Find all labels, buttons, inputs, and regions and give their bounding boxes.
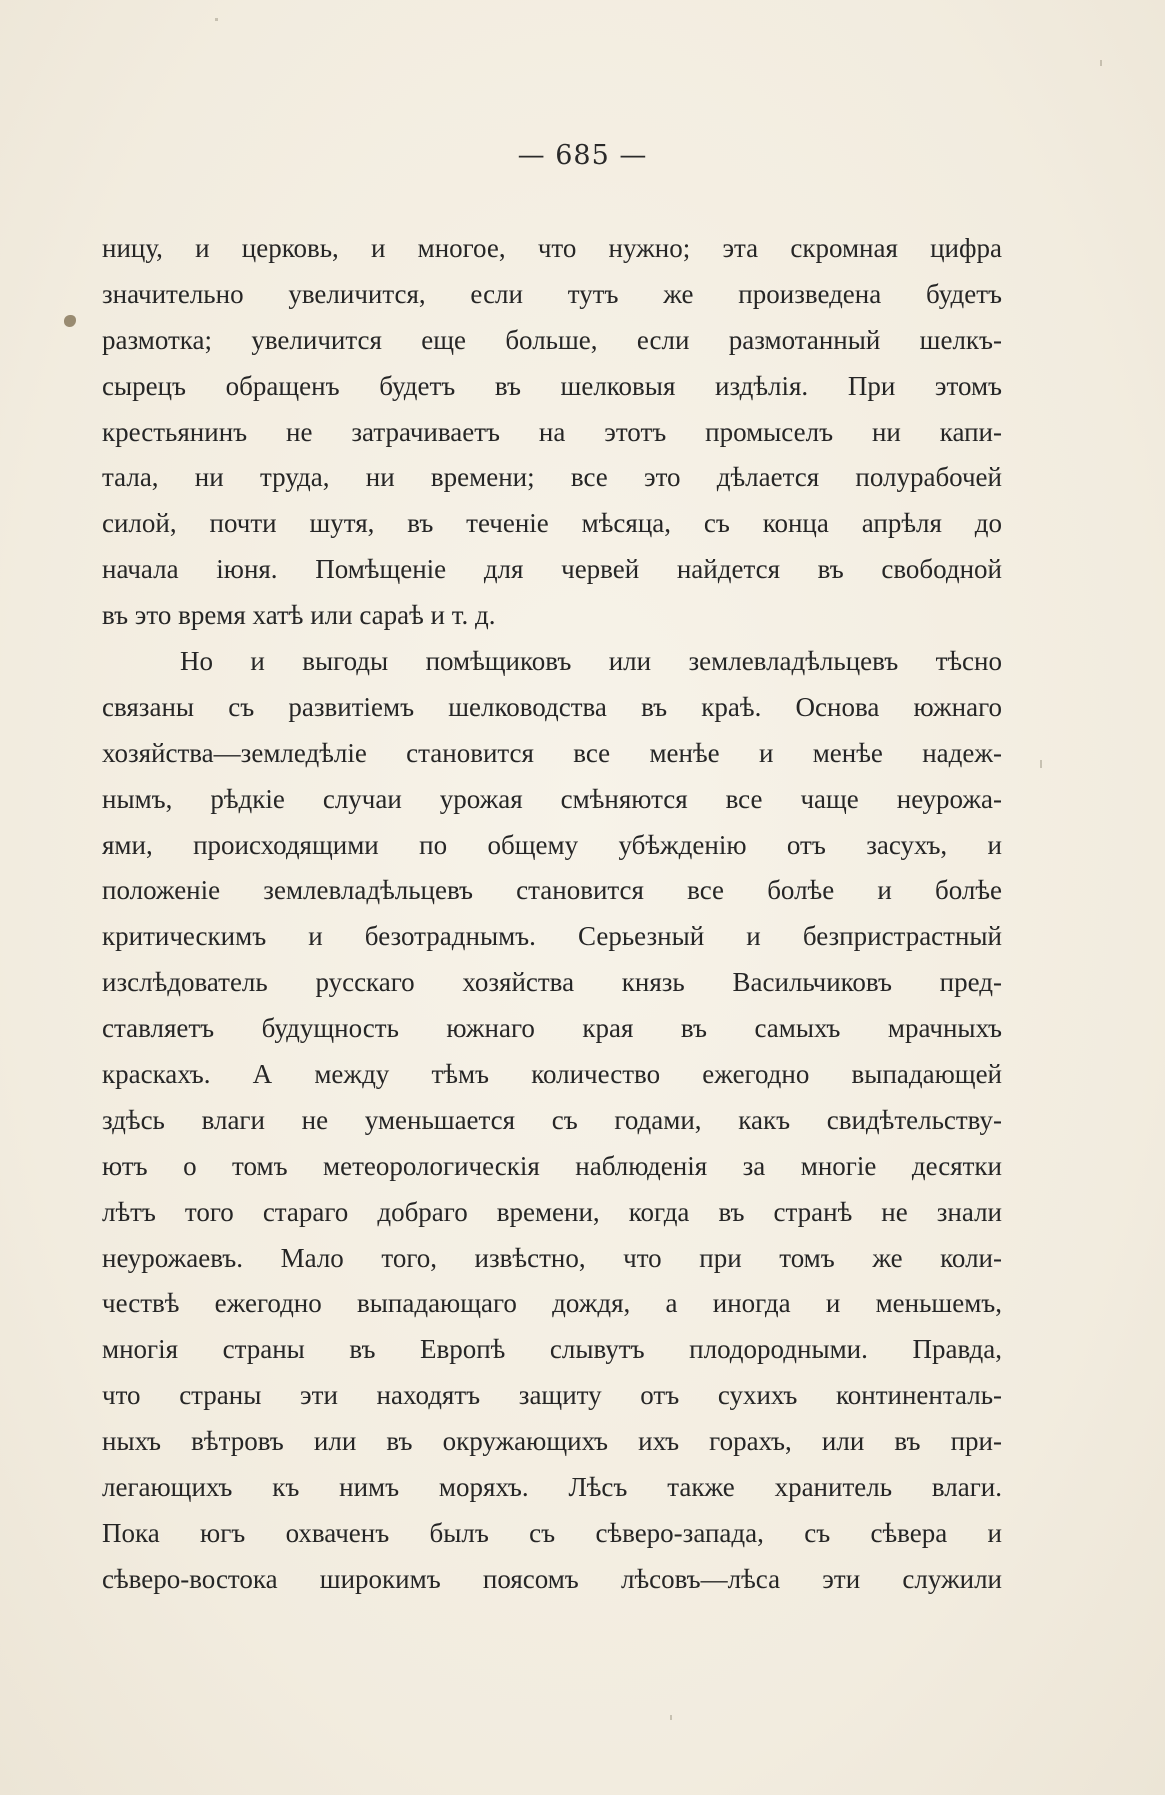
text-line: сѣверо-востока широкимъ поясомъ лѣсовъ—лѣса эти служили [102,1563,1002,1594]
text-line: многія страны въ Европѣ слывутъ плодородными. Правда, [102,1334,1002,1365]
text-line: сырецъ обращенъ будетъ въ шелковыя издѣлія. При этомъ [102,370,1002,401]
text-line: силой, почти шутя, въ теченіе мѣсяца, съ конца апрѣля до [102,508,1002,539]
text-line: ями, происходящими по общему убѣжденію отъ засухъ, и [102,829,1002,860]
text-line: связаны съ развитіемъ шелководства въ краѣ. Основа южнаго [102,691,1002,722]
text-line: Пока югъ охваченъ былъ съ сѣверо-запада, съ сѣвера и [102,1517,1002,1548]
text-line: ныхъ вѣтровъ или въ окружающихъ ихъ горахъ, или въ при- [102,1426,1002,1457]
text-line: ставляетъ будущность южнаго края въ самыхъ мрачныхъ [102,1013,1002,1044]
text-line: нымъ, рѣдкіе случаи урожая смѣняются все чаще неурожа- [102,783,1002,814]
text-line: чествѣ ежегодно выпадающаго дождя, а иногда и меньшемъ, [102,1288,1002,1319]
paper-speck [1040,760,1042,768]
text-line: положеніе землевладѣльцевъ становится все болѣе и болѣе [102,875,1002,906]
text-line: въ это время хатѣ или сараѣ и т. д. [102,600,496,631]
text-line: размотка; увеличится еще больше, если размотанный шелкъ- [102,324,1002,355]
margin-ink-mark [64,315,76,327]
text-line: ницу, и церковь, и многое, что нужно; эта скромная цифра [102,233,1002,263]
text-line: Но и выгоды помѣщиковъ или землевладѣльцевъ тѣсно [180,646,1002,677]
text-line: начала іюня. Помѣщеніе для червей найдется въ свободной [102,554,1002,585]
body-text [102,226,1002,1603]
text-line: неурожаевъ. Мало того, извѣстно, что при томъ же коли- [102,1242,1002,1273]
text-line: изслѣдователь русскаго хозяйства князь Васильчиковъ пред- [102,967,1002,998]
text-line: что страны эти находятъ защиту отъ сухихъ континенталь- [102,1380,1002,1411]
text-line: краскахъ. А между тѣмъ количество ежегодно выпадающей [102,1059,1002,1090]
text-line: хозяйства—земледѣліе становится все менѣе и менѣе надеж- [102,737,1002,768]
text-line: здѣсь влаги не уменьшается съ годами, какъ свидѣтельству- [102,1104,1002,1135]
text-line: ютъ о томъ метеорологическія наблюденія за многіе десятки [102,1150,1002,1181]
paper-speck [1100,60,1102,66]
text-line: лѣтъ того стараго добраго времени, когда въ странѣ не знали [102,1196,1002,1227]
text-line: тала, ни труда, ни времени; все это дѣлается полурабочей [102,462,1002,493]
text-line: критическимъ и безотраднымъ. Серьезный и безпристрастный [102,921,1002,952]
page-number: — 685 — [517,140,648,171]
paper-speck [670,1715,672,1720]
text-line: крестьянинъ не затрачиваетъ на этотъ промыселъ ни капи- [102,416,1002,447]
text-line: значительно увеличится, если тутъ же произведена будетъ [102,278,1002,309]
paper-speck [215,18,218,21]
text-line: легающихъ къ нимъ моряхъ. Лѣсъ также хранитель влаги. [102,1472,1002,1503]
